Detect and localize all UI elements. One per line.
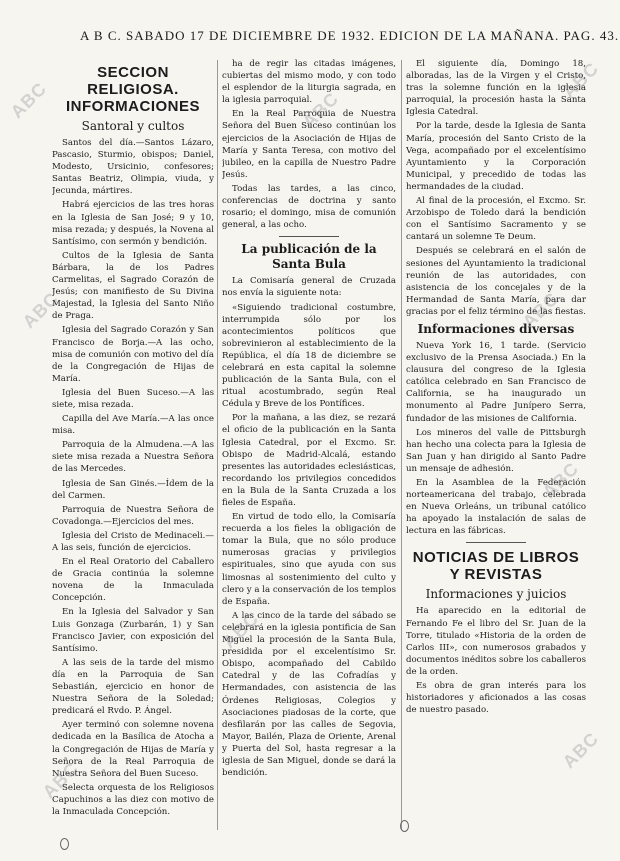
paragraph: A las cinco de la tarde del sábado se celebrará en la iglesia pontificia de San Miguel la procesión de la Santa Bula, presidida por el excelentísimo Sr. Obispo, acompañado del Cabildo Catedral y de las Cofradías y Hermandades, con asistencia de las Órdenes Religiosas, Colegios y Asociaciones piadosas de la corte, que desfilarán por las calles de Segovia, Mayor, Bailén, Plaza de Oriente, Arenal y Puerta del Sol, hasta regresar a la iglesia de San Miguel, donde se dará la bendición.	[222, 610, 396, 779]
article-body	[406, 605, 586, 716]
scan-mark	[60, 838, 69, 850]
paragraph: Después se celebrará en el salón de sesiones del Ayuntamiento la tradicional reunión de las autoridades, con asistencia de los concejales y de la Hermandad de Santa María, para dar gracias por el feliz término de las fiestas.	[406, 246, 586, 317]
watermark: ABC	[298, 88, 343, 133]
column-bula-article	[222, 58, 396, 838]
page-folio: A B C. SABADO 17 DE DICIEMBRE DE 1932. EDICION DE LA MAÑANA. PAG. 43.	[80, 28, 620, 43]
watermark: ABC	[558, 728, 603, 773]
article-body	[222, 58, 396, 231]
divider	[279, 236, 339, 237]
paragraph: Por la tarde, desde la Iglesia de Santa María, procesión del Santo Cristo de la Vega, acompañado por el excelentísimo Ayuntamiento y la Corporación Municipal, y precedido de todas las hermandades de la ciudad.	[406, 121, 586, 192]
paragraph: Los mineros del valle de Pittsburgh han hecho una colecta para la Iglesia de San Juan y han dirigido al Santo Padre un mensaje de adhesión.	[406, 427, 586, 474]
column-news	[406, 58, 586, 838]
watermark: ABC	[18, 288, 63, 333]
section-title: SECCION RELIGIOSA. INFORMACIONES	[66, 64, 200, 115]
divider	[466, 542, 526, 543]
watermark: ABC	[558, 58, 603, 103]
paragraph: Cultos de la Iglesia de Santa Bárbara, la de los Padres Carmelitas, el Sagrado Corazón de Jesús; con manifiesto de Su Divina Majestad, la Iglesia del Santo Niño de Praga.	[52, 250, 214, 322]
watermark: ABC	[38, 758, 83, 803]
paragraph: Iglesia del Cristo de Medinaceli.—A las seis, función de ejercicios.	[52, 530, 214, 553]
paragraph: La Comisaría general de Cruzada nos envía la siguiente nota:	[222, 276, 396, 299]
section-title: NOTICIAS DE LIBROS Y REVISTAS	[412, 549, 580, 584]
watermark: ABC	[518, 288, 563, 333]
paragraph: En virtud de todo ello, la Comisaría recuerda a los fieles la obligación de tomar la Bula, que no sólo produce numerosas gracias y privilegios espirituales, sino que ayuda con sus limosnas al sostenimiento del culto y clero y a la conservación de los templos de España.	[222, 512, 396, 607]
paragraph: Selecta orquesta de los Religiosos Capuchinos a las diez con motivo de la Inmaculada Concepción.	[52, 782, 214, 817]
paragraph: Ayer terminó con solemne novena dedicada en la Basílica de Atocha a la Congregación de Hijas de María y Señora de la Real Parroquia de Nuestra Señora del Buen Suceso.	[52, 720, 214, 779]
article-title: Informaciones diversas	[417, 321, 575, 336]
article-body	[52, 137, 214, 818]
article-body	[406, 58, 586, 318]
watermark: ABC	[538, 458, 583, 503]
scan-mark	[400, 820, 409, 832]
paragraph: Nueva York 16, 1 tarde. (Servicio exclusivo de la Prensa Asociada.) En la clausura del congreso de la Iglesia católica celebrado en San Francisco de California, se ha inaugurado un monumento al Padre Junípero Serra, fundador de las misiones de California.	[406, 340, 586, 424]
paragraph: Ha aparecido en la editorial de Fernando Fe el libro del Sr. Juan de la Torre, titulado «Historia de la orden de Carlos III», con numerosos grabados y documentos inéditos sobre los caballeros de la orden.	[406, 606, 586, 677]
paragraph: Al final de la procesión, el Excmo. Sr. Arzobispo de Toledo dará la bendición con el Santísimo Sacramento y se cantará un solemne Te Deum.	[406, 196, 586, 243]
paragraph: «Siguiendo tradicional costumbre, interrumpida sólo por los acontecimientos políticos que sobrevinieron al establecimiento de la República, el día 18 de diciembre se celebrará en esta capital la solemne publicación de la Santa Bula, con el ritual acostumbrado, según Real Cédula y Breve de los Pontífices.	[222, 302, 396, 410]
watermark: ABC	[6, 78, 51, 123]
column-religious-section	[52, 58, 214, 838]
paragraph: Es obra de gran interés para los historiadores y aficionados a las cosas de nuestro pasado.	[406, 681, 586, 716]
paragraph: Iglesia del Sagrado Corazón y San Francisco de Borja.—A las ocho, misa de comunión con motivo del día de la Congregación de Hijas de María.	[52, 325, 214, 384]
section-subtitle: Santoral y cultos	[81, 119, 185, 133]
column-rule	[401, 60, 402, 830]
article-title: La publicación de la Santa Bula	[241, 242, 377, 272]
paragraph: Todas las tardes, a las cinco, conferencias de doctrina y santo rosario; el domingo, misa de comunión general, a las ocho.	[222, 183, 396, 231]
paragraph: Santos del día.—Santos Lázaro, Pascasio, Sturmio, obispos; Daniel, Modesto, Ursicinio, confesores; Santas Beatriz, Olimpia, viuda, y Jecunda, mártires.	[52, 138, 214, 197]
section-subtitle: Informaciones y juicios	[425, 587, 567, 602]
watermark: ABC	[218, 608, 263, 653]
paragraph: Capilla del Ave María.—A las once misa.	[52, 414, 214, 437]
paragraph: Por la mañana, a las diez, se rezará el oficio de la publicación en la Santa Iglesia Catedral, por el Excmo. Sr. Obispo de Madrid-Alcalá, estando presentes las autoridades eclesiásticas, recordando los privilegios concedidos en la Bula de la Santa Cruzada a los fieles de España.	[222, 413, 396, 508]
paragraph: Iglesia del Buen Suceso.—A las siete, misa rezada.	[52, 387, 214, 410]
paragraph: El siguiente día, Domingo 18, alboradas, las de la Virgen y el Cristo, tras la solemne función en la iglesia parroquial, la procesión hasta la Santa Iglesia Catedral.	[406, 59, 586, 118]
article-body	[406, 340, 586, 538]
paragraph: En la Asamblea de la Federación norteamericana del trabajo, celebrada en Nueva Orleáns, un tribunal católico ha apoyado la instalación de salas de lectura en las fábricas.	[406, 478, 586, 537]
paragraph: A las seis de la tarde del mismo día en la Parroquia de San Sebastián, ejercicio en honor de Nuestra Señora de la Soledad; predicará el Rvdo. P. Ángel.	[52, 657, 214, 717]
paragraph: Parroquia de la Almudena.—A las siete misa rezada a Nuestra Señora de las Mercedes.	[52, 440, 214, 475]
paragraph: ha de regir las citadas imágenes, cubiertas del mismo modo, y con todo el esplendor de la liturgia sagrada, en la iglesia parroquial.	[222, 59, 396, 106]
column-rule	[217, 60, 218, 830]
paragraph: En la Iglesia del Salvador y San Luis Gonzaga (Zurbarán, 1) y San Francisco Javier, con exposición del Santísimo.	[52, 607, 214, 654]
paragraph: En la Real Parroquia de Nuestra Señora del Buen Suceso continúan los ejercicios de la Asociación de Hijas de María y Santa Teresa, con motivo del jubileo, en la capilla de Nuestro Padre Jesús.	[222, 109, 396, 180]
paragraph: Parroquia de Nuestra Señora de Covadonga.—Ejercicios del mes.	[52, 504, 214, 527]
article-body	[222, 275, 396, 779]
paragraph: Iglesia de San Ginés.—Ídem de la del Carmen.	[52, 478, 214, 501]
paragraph: Habrá ejercicios de las tres horas en la Iglesia de San José; 9 y 10, misa rezada; y después, la Novena al Santísimo, con sermón y bendición.	[52, 200, 214, 247]
paragraph: En el Real Oratorio del Caballero de Gracia continúa la solemne novena de la Inmaculada Concepción.	[52, 557, 214, 604]
